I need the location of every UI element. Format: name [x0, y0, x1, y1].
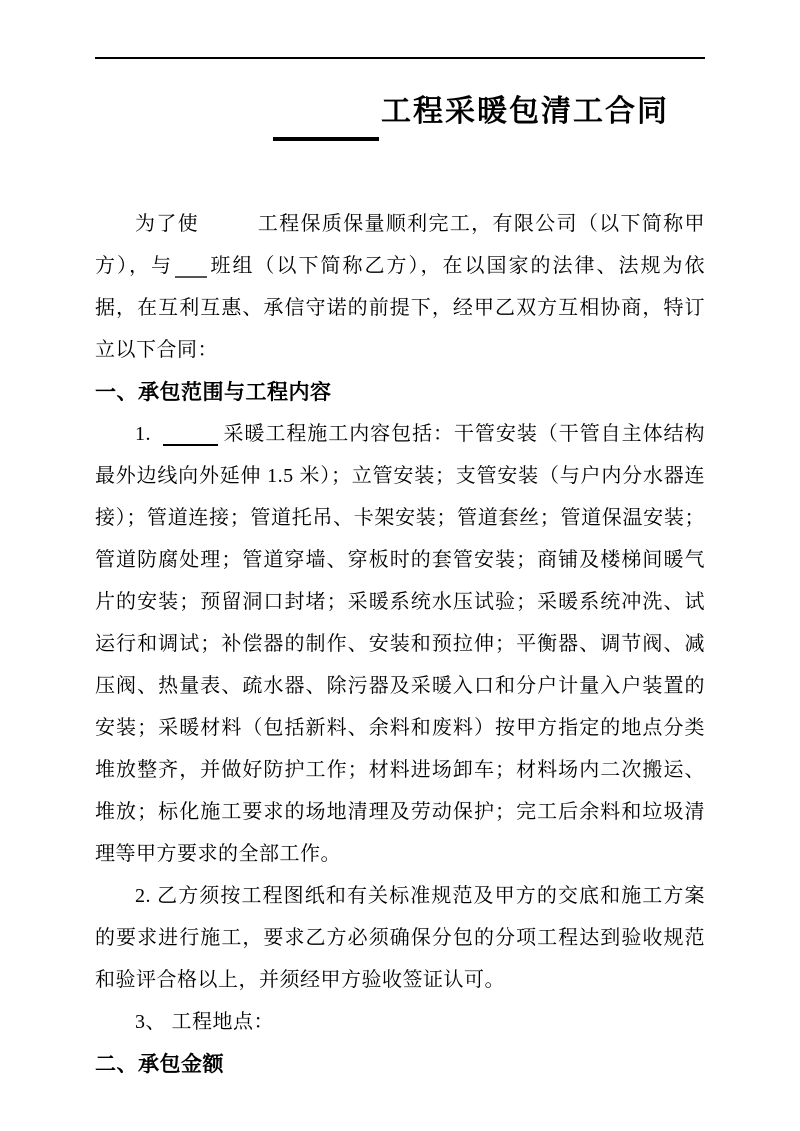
item1-text: 采暖工程施工内容包括：干管安装（干管自主体结构最外边线向外延伸 1.5 米）；立管安装；支管安装（与户内分水器连接）；管道连接；管道托吊、卡架安装；管道套丝；管道保温安装；管道防腐处理；管道穿墙、穿板时的套管安装；商铺及楼梯间暖气片的安装；预留洞口封堵；采暖系统水压试验；采暖系统冲洗、试运行和调试；补偿器的制作、安装和预拉伸；平衡器、调节阀、减压阀、热量表、疏水器、除污器及采暖入口和分户计量入户装置的安装；采暖材料（包括新料、余料和废料）按甲方指定的地点分类堆放整齐，并做好防护工作；材料进场卸车；材料场内二次搬运、堆放；标化施工要求的场地清理及劳动保护；完工后余料和垃圾清理等甲方要求的全部工作。	[95, 423, 705, 865]
party-b-blank-field	[175, 256, 207, 278]
intro-text-b: 班组（以下简称乙方），在以国家的法律、法规为依据，在互利互惠、承信守诺的前提下，经甲乙双方互相协商，特订立以下合同：	[95, 255, 705, 361]
section1-item1	[95, 413, 705, 875]
title-blank-field	[273, 107, 379, 141]
section2-heading: 二、承包金额	[95, 1052, 224, 1076]
section1-item3: 3、 工程地点：	[135, 1011, 274, 1033]
header-rule	[95, 57, 705, 59]
section1-item2: 2. 乙方须按工程图纸和有关标准规范及甲方的交底和施工方案的要求进行施工，要求乙方必须确保分包的分项工程达到验收规范和验评合格以上，并须经甲方验收签证认可。	[95, 885, 705, 991]
section1-heading: 一、承包范围与工程内容	[95, 380, 332, 404]
intro-lead-text: 为了使	[135, 213, 199, 235]
item1-number: 1.	[135, 423, 151, 445]
document-body	[95, 203, 705, 1085]
page-title: 工程采暖包清工合同	[381, 95, 669, 128]
intro-text-a: 工程保质保量顺利完工，有限公司（以下简称甲方），与	[95, 213, 705, 277]
intro-paragraph	[95, 203, 705, 371]
document-title-line	[95, 94, 705, 141]
item1-blank-field	[163, 424, 218, 446]
